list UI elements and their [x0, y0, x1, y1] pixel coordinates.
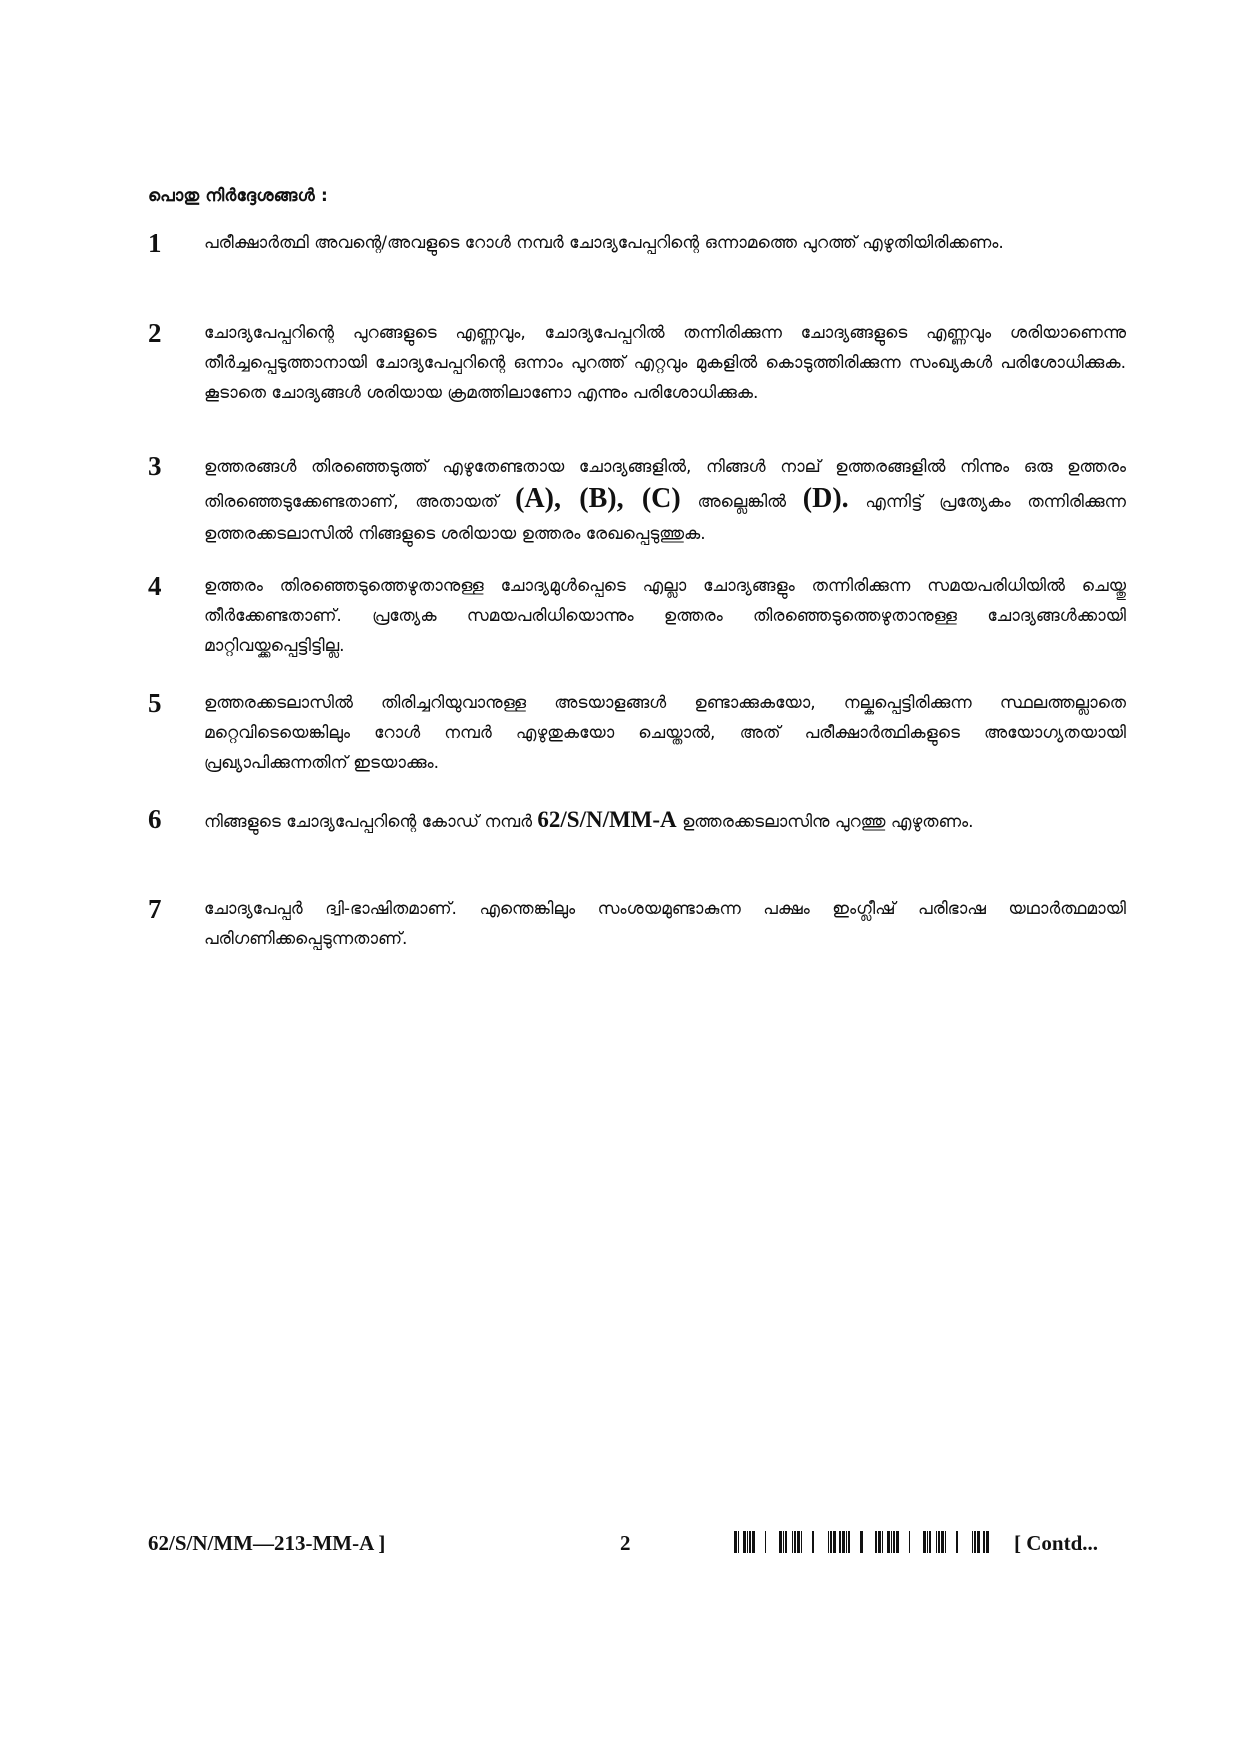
- instruction-text: ഉത്തരം തിരഞ്ഞെടുത്തെഴുതാനുള്ള ചോദ്യമുൾപ്പെടെ എല്ലാ ചോദ്യങ്ങളും തന്നിരിക്കുന്ന സമയപരിധിയിൽ ചെയ്തു തീർക്കേണ്ടതാണ്. പ്രത്യേക സമയപരിധിയൊന്നും ഉത്തരം തിരഞ്ഞെടുത്തെഴുതാനുള്ള ചോദ്യങ്ങൾക്കായി മാറ്റിവയ്ക്കപ്പെട്ടിട്ടില്ല.: [204, 576, 1126, 656]
- instruction-number: 3: [148, 451, 162, 481]
- instruction-text: [204, 451, 1126, 550]
- instruction-number: 7: [148, 894, 162, 924]
- instruction-text-part: നിങ്ങളുടെ ചോദ്യപേപ്പറിന്റെ കോഡ് നമ്പർ: [204, 812, 532, 832]
- answer-option-d: (D).: [802, 483, 849, 514]
- instruction-text: ഉത്തരക്കടലാസിൽ തിരിച്ചറിയുവാനുള്ള അടയാളങ്ങൾ ഉണ്ടാക്കുകയോ, നല്കപ്പെട്ടിരിക്കുന്ന സ്ഥലത്തല്ലാതെ മറ്റെവിടെയെങ്കിലും റോൾ നമ്പർ എഴുതുകയോ ചെയ്താൽ, അത് പരീക്ഷാർത്ഥികളുടെ അയോഗ്യതയായി പ്രഖ്യാപിക്കുന്നതിന് ഇടയാക്കും.: [204, 693, 1126, 773]
- instruction-text: ചോദ്യപേപ്പറിന്റെ പുറങ്ങളുടെ എണ്ണവും, ചോദ്യപേപ്പറിൽ തന്നിരിക്കുന്ന ചോദ്യങ്ങളുടെ എണ്ണവും ശരിയാണെന്നു തീർച്ചപ്പെടുത്താനായി ചോദ്യപേപ്പറിന്റെ ഒന്നാം പുറത്ത് എറ്റവും മുകളിൽ കൊടുത്തിരിക്കുന്ന സംഖ്യകൾ പരിശോധിക്കുക. കൂടാതെ ചോദ്യങ്ങൾ ശരിയായ ക്രമത്തിലാണോ എന്നും പരിശോധിക്കുക.: [204, 323, 1126, 403]
- instruction-number: 2: [148, 318, 162, 348]
- page-number: 2: [620, 1531, 631, 1555]
- page-footer: [0, 1531, 1240, 1571]
- instruction-text-part: ഉത്തരങ്ങൾ തിരഞ്ഞെടുത്ത് എഴുതേണ്ടതായ ചോദ്യങ്ങളിൽ, നിങ്ങൾ നാല് ഉത്തരങ്ങളിൽ നിന്നും ഒരു ഉത്തരം തിരഞ്ഞെടുക്കേണ്ടതാണ്, അതായത്: [204, 457, 1126, 512]
- instruction-text-part: അല്ലെങ്കിൽ: [697, 492, 787, 512]
- instruction-text-part: എന്നിട്ട് പ്രത്യേകം തന്നിരിക്കുന്ന ഉത്തരക്കടലാസിൽ നിങ്ങളുടെ ശരിയായ ഉത്തരം രേഖപ്പെടുത്തുക.: [204, 492, 1126, 544]
- instructions-heading: പൊതു നിർദ്ദേശങ്ങൾ :: [148, 186, 328, 206]
- instruction-number: 1: [148, 228, 162, 258]
- instruction-number: 4: [148, 571, 162, 601]
- continued-label: [ Contd...: [1014, 1531, 1099, 1555]
- instruction-text: [204, 804, 1126, 838]
- barcode-icon: [734, 1531, 992, 1553]
- question-paper-code: 62/S/N/MM-A: [537, 807, 677, 832]
- instruction-text: പരീക്ഷാർത്ഥി അവന്റെ/അവളുടെ റോൾ നമ്പർ ചോദ്യപേപ്പറിന്റെ ഒന്നാമത്തെ പുറത്ത് എഴുതിയിരിക്കണം.: [204, 233, 1004, 253]
- answer-options: (A), (B), (C): [515, 483, 681, 514]
- instruction-number: 6: [148, 804, 162, 834]
- instruction-text: ചോദ്യപേപ്പർ ദ്വി-ഭാഷിതമാണ്. എന്തെങ്കിലും സംശയമുണ്ടാകുന്ന പക്ഷം ഇംഗ്ലീഷ് പരിഭാഷ യഥാർത്ഥമായി പരിഗണിക്കപ്പെടുന്നതാണ്.: [204, 899, 1126, 949]
- footer-paper-code: 62/S/N/MM—213-MM-A ]: [148, 1531, 386, 1555]
- instruction-number: 5: [148, 688, 162, 718]
- instruction-text-part: ഉത്തരക്കടലാസിനു പുറത്തു എഴുതണം.: [682, 812, 974, 832]
